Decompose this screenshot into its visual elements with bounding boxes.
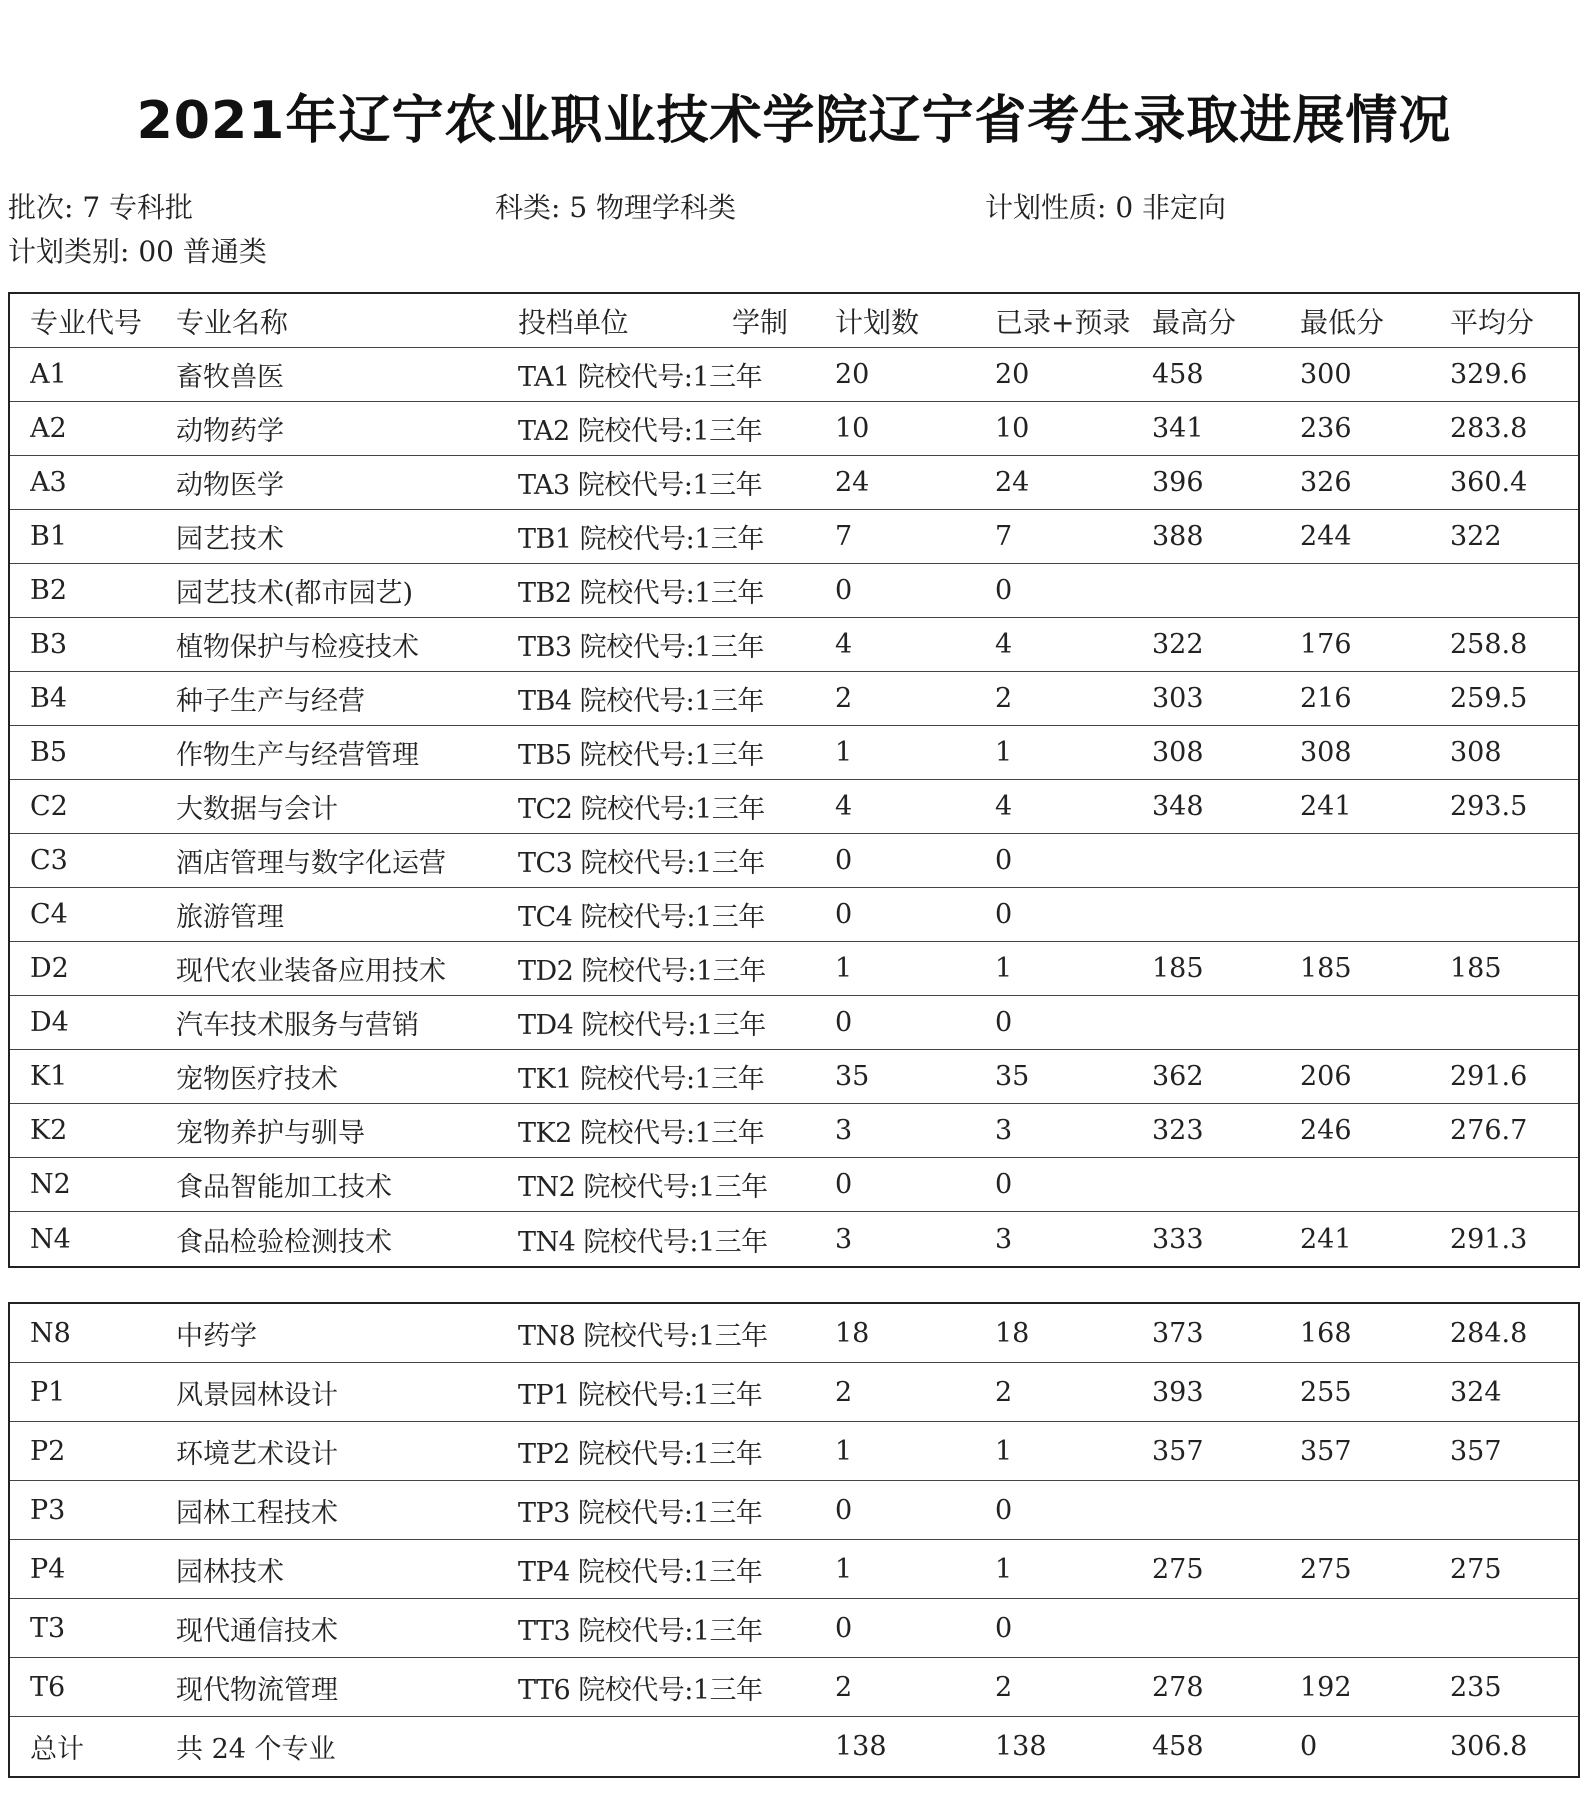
cell-avg: 276.7 <box>1450 1115 1528 1146</box>
cell-admitted: 2 <box>995 683 1013 714</box>
table-row <box>10 942 1578 996</box>
cell-unit: TK1 院校代号:1三年 <box>518 1064 765 1095</box>
plan-type-info: 计划类别: 00 普通类 <box>8 235 267 268</box>
table-row <box>10 726 1578 780</box>
cell-plan: 1 <box>835 737 853 768</box>
cell-admitted: 7 <box>995 521 1013 552</box>
header-min: 最低分 <box>1300 305 1385 339</box>
table-row <box>10 564 1578 618</box>
cell-avg: 322 <box>1450 521 1502 552</box>
cell-plan: 7 <box>835 521 853 552</box>
cell-admitted: 3 <box>995 1223 1013 1255</box>
cell-name: 园艺技术 <box>176 524 284 555</box>
cell-max <box>1152 888 1292 941</box>
cell-plan: 1 <box>835 1553 853 1585</box>
cell-min: 246 <box>1300 1115 1352 1146</box>
cell-code: A2 <box>30 413 67 444</box>
cell-unit: TC3 院校代号:1三年 <box>518 848 765 879</box>
cell-code: P2 <box>30 1435 66 1467</box>
cell-admitted: 0 <box>995 575 1013 606</box>
cell-name: 动物医学 <box>176 470 284 501</box>
cell-code: K2 <box>30 1115 68 1146</box>
cell-plan: 1 <box>835 1435 853 1467</box>
cell-min <box>1300 1481 1440 1539</box>
table-row <box>10 1599 1578 1658</box>
table-total-row <box>10 1717 1578 1776</box>
cell-min: 275 <box>1300 1553 1352 1585</box>
cell-admitted: 1 <box>995 1435 1013 1467</box>
cell-min: 0 <box>1300 1731 1318 1762</box>
cell-name: 作物生产与经营管理 <box>176 740 419 771</box>
cell-avg: 259.5 <box>1450 683 1528 714</box>
cell-name: 动物药学 <box>176 416 284 447</box>
cell-unit: TN2 院校代号:1三年 <box>518 1172 768 1203</box>
header-unit: 投档单位 <box>518 305 629 339</box>
cell-admitted: 1 <box>995 1553 1013 1585</box>
cell-min <box>1300 564 1440 617</box>
cell-min: 168 <box>1300 1317 1352 1349</box>
cell-plan: 10 <box>835 413 870 444</box>
cell-min: 326 <box>1300 467 1352 498</box>
cell-name: 园艺技术(都市园艺) <box>176 578 414 609</box>
cell-max: 275 <box>1152 1553 1204 1585</box>
table-row <box>10 510 1578 564</box>
cell-code: B4 <box>30 683 68 714</box>
cell-max: 458 <box>1152 1731 1204 1762</box>
cell-code: B3 <box>30 629 68 660</box>
cell-plan: 0 <box>835 845 853 876</box>
table-row <box>10 1304 1578 1363</box>
cell-name: 现代通信技术 <box>176 1615 338 1647</box>
cell-name: 宠物医疗技术 <box>176 1064 338 1095</box>
header-avg: 平均分 <box>1450 305 1535 339</box>
cell-avg: 324 <box>1450 1376 1502 1408</box>
cell-name: 园林技术 <box>176 1556 284 1588</box>
cell-min <box>1300 996 1440 1049</box>
cell-min <box>1300 888 1440 941</box>
cell-unit: TP3 院校代号:1三年 <box>518 1497 763 1529</box>
cell-code: N4 <box>30 1223 71 1255</box>
cell-unit: TN8 院校代号:1三年 <box>518 1320 768 1352</box>
cell-max: 303 <box>1152 683 1204 714</box>
cell-unit: TT6 院校代号:1三年 <box>518 1674 763 1706</box>
cell-name: 植物保护与检疫技术 <box>176 632 419 663</box>
cell-avg <box>1450 1599 1580 1657</box>
cell-avg: 185 <box>1450 953 1502 984</box>
cell-name: 风景园林设计 <box>176 1379 338 1411</box>
admission-table-part-1 <box>8 292 1580 1268</box>
cell-unit: TP1 院校代号:1三年 <box>518 1379 763 1411</box>
cell-avg <box>1450 834 1580 887</box>
header-name: 专业名称 <box>176 305 289 339</box>
cell-name: 汽车技术服务与营销 <box>176 1010 419 1041</box>
cell-unit: TN4 院校代号:1三年 <box>518 1226 768 1258</box>
cell-unit: TB5 院校代号:1三年 <box>518 740 764 771</box>
cell-max: 357 <box>1152 1435 1204 1467</box>
cell-name: 畜牧兽医 <box>176 362 284 393</box>
cell-plan: 0 <box>835 1169 853 1200</box>
cell-code: N2 <box>30 1169 71 1200</box>
header-max: 最高分 <box>1152 305 1237 339</box>
cell-min <box>1300 834 1440 887</box>
cell-avg <box>1450 1481 1580 1539</box>
cell-name: 现代物流管理 <box>176 1674 338 1706</box>
header-plan: 计划数 <box>835 305 920 339</box>
cell-avg: 284.8 <box>1450 1317 1528 1349</box>
cell-max: 308 <box>1152 737 1204 768</box>
cell-admitted: 3 <box>995 1115 1013 1146</box>
table-row <box>10 1481 1578 1540</box>
cell-max <box>1152 1599 1292 1657</box>
cell-avg: 357 <box>1450 1435 1502 1467</box>
cell-code: A1 <box>30 359 67 390</box>
cell-max: 362 <box>1152 1061 1204 1092</box>
cell-max: 323 <box>1152 1115 1204 1146</box>
cell-admitted: 24 <box>995 467 1030 498</box>
cell-max: 333 <box>1152 1223 1204 1255</box>
cell-name: 中药学 <box>176 1320 257 1352</box>
cell-max <box>1152 1158 1292 1211</box>
cell-avg <box>1450 1158 1580 1211</box>
cell-unit: TK2 院校代号:1三年 <box>518 1118 765 1149</box>
cell-avg: 275 <box>1450 1553 1502 1585</box>
table-row <box>10 888 1578 942</box>
batch-info: 批次: 7 专科批 <box>8 191 194 224</box>
cell-avg <box>1450 564 1580 617</box>
cell-avg: 360.4 <box>1450 467 1528 498</box>
table-row <box>10 1104 1578 1158</box>
cell-max: 396 <box>1152 467 1204 498</box>
cell-unit: TB3 院校代号:1三年 <box>518 632 764 663</box>
cell-name: 大数据与会计 <box>176 794 338 825</box>
cell-min: 308 <box>1300 737 1352 768</box>
cell-code: P3 <box>30 1494 66 1526</box>
page-title: 2021年辽宁农业职业技术学院辽宁省考生录取进展情况 <box>136 91 1452 151</box>
cell-avg: 291.3 <box>1450 1223 1528 1255</box>
cell-admitted: 35 <box>995 1061 1030 1092</box>
cell-unit: TP4 院校代号:1三年 <box>518 1556 763 1588</box>
cell-avg: 291.6 <box>1450 1061 1528 1092</box>
cell-max: 373 <box>1152 1317 1204 1349</box>
cell-code: T6 <box>30 1671 66 1703</box>
cell-max: 341 <box>1152 413 1204 444</box>
cell-plan: 4 <box>835 629 853 660</box>
cell-max: 278 <box>1152 1671 1204 1703</box>
cell-min: 216 <box>1300 683 1352 714</box>
cell-admitted: 1 <box>995 737 1013 768</box>
cell-avg: 258.8 <box>1450 629 1528 660</box>
table-row <box>10 618 1578 672</box>
table-row <box>10 1158 1578 1212</box>
cell-plan: 18 <box>835 1317 870 1349</box>
cell-admitted: 0 <box>995 845 1013 876</box>
cell-avg <box>1450 888 1580 941</box>
cell-name: 共 24 个专业 <box>176 1734 336 1765</box>
cell-min: 300 <box>1300 359 1352 390</box>
cell-plan: 0 <box>835 1494 853 1526</box>
cell-admitted: 4 <box>995 629 1013 660</box>
cell-code: C2 <box>30 791 68 822</box>
cell-max <box>1152 564 1292 617</box>
cell-code: P4 <box>30 1553 66 1585</box>
cell-unit: TT3 院校代号:1三年 <box>518 1615 763 1647</box>
cell-admitted: 10 <box>995 413 1030 444</box>
cell-max <box>1152 1481 1292 1539</box>
cell-avg: 235 <box>1450 1671 1502 1703</box>
table-row <box>10 1363 1578 1422</box>
cell-code: C4 <box>30 899 68 930</box>
table-row <box>10 402 1578 456</box>
cell-admitted: 0 <box>995 1494 1013 1526</box>
cell-max <box>1152 834 1292 887</box>
cell-name: 食品智能加工技术 <box>176 1172 392 1203</box>
cell-code: B5 <box>30 737 68 768</box>
plan-nature-info: 计划性质: 0 非定向 <box>985 191 1227 224</box>
header-study: 学制 <box>732 305 789 339</box>
header-admitted: 已录+预录 <box>995 305 1131 339</box>
cell-min: 244 <box>1300 521 1352 552</box>
cell-unit: TC4 院校代号:1三年 <box>518 902 765 933</box>
cell-code: D4 <box>30 1007 69 1038</box>
table-row <box>10 834 1578 888</box>
table-row <box>10 1212 1578 1266</box>
cell-admitted: 2 <box>995 1671 1013 1703</box>
cell-plan: 2 <box>835 1671 853 1703</box>
cell-plan: 0 <box>835 575 853 606</box>
cell-unit: TC2 院校代号:1三年 <box>518 794 765 825</box>
cell-plan: 0 <box>835 899 853 930</box>
cell-plan: 2 <box>835 683 853 714</box>
cell-min: 241 <box>1300 1223 1352 1255</box>
cell-plan: 2 <box>835 1376 853 1408</box>
cell-max: 185 <box>1152 953 1204 984</box>
cell-plan: 1 <box>835 953 853 984</box>
cell-plan: 24 <box>835 467 870 498</box>
cell-admitted: 0 <box>995 899 1013 930</box>
cell-unit: TD4 院校代号:1三年 <box>518 1010 766 1041</box>
cell-avg: 293.5 <box>1450 791 1528 822</box>
cell-code: P1 <box>30 1376 66 1408</box>
cell-admitted: 18 <box>995 1317 1030 1349</box>
cell-name: 旅游管理 <box>176 902 284 933</box>
cell-max: 388 <box>1152 521 1204 552</box>
cell-min: 206 <box>1300 1061 1352 1092</box>
cell-avg: 308 <box>1450 737 1502 768</box>
table-row <box>10 1422 1578 1481</box>
cell-code: B1 <box>30 521 68 552</box>
cell-name: 种子生产与经营 <box>176 686 365 717</box>
cell-code: N8 <box>30 1317 71 1349</box>
cell-unit: TP2 院校代号:1三年 <box>518 1438 763 1470</box>
cell-code: C3 <box>30 845 68 876</box>
cell-code: K1 <box>30 1061 68 1092</box>
header-code: 专业代号 <box>30 305 143 339</box>
cell-avg <box>1450 996 1580 1049</box>
cell-plan: 35 <box>835 1061 870 1092</box>
cell-unit: TD2 院校代号:1三年 <box>518 956 766 987</box>
cell-name: 现代农业装备应用技术 <box>176 956 446 987</box>
cell-max <box>1152 996 1292 1049</box>
table-row <box>10 348 1578 402</box>
table-header-row <box>10 294 1578 348</box>
cell-unit: TA3 院校代号:1三年 <box>518 470 763 501</box>
cell-min: 185 <box>1300 953 1352 984</box>
cell-min: 357 <box>1300 1435 1352 1467</box>
cell-unit: TA1 院校代号:1三年 <box>518 362 763 393</box>
table-row <box>10 1050 1578 1104</box>
table-row <box>10 1658 1578 1717</box>
cell-avg: 329.6 <box>1450 359 1528 390</box>
cell-admitted: 20 <box>995 359 1030 390</box>
cell-max: 393 <box>1152 1376 1204 1408</box>
cell-min: 192 <box>1300 1671 1352 1703</box>
cell-admitted: 138 <box>995 1731 1047 1762</box>
cell-min <box>1300 1158 1440 1211</box>
cell-name: 园林工程技术 <box>176 1497 338 1529</box>
cell-min <box>1300 1599 1440 1657</box>
cell-code: B2 <box>30 575 68 606</box>
cell-min: 236 <box>1300 413 1352 444</box>
table-row <box>10 456 1578 510</box>
cell-name: 环境艺术设计 <box>176 1438 338 1470</box>
cell-max: 458 <box>1152 359 1204 390</box>
table-row <box>10 672 1578 726</box>
cell-admitted: 0 <box>995 1007 1013 1038</box>
cell-plan: 0 <box>835 1612 853 1644</box>
cell-avg: 283.8 <box>1450 413 1528 444</box>
cell-plan: 20 <box>835 359 870 390</box>
cell-unit: TB2 院校代号:1三年 <box>518 578 764 609</box>
cell-unit: TA2 院校代号:1三年 <box>518 416 763 447</box>
category-info: 科类: 5 物理学科类 <box>495 191 737 224</box>
cell-name: 酒店管理与数字化运营 <box>176 848 446 879</box>
cell-code: 总计 <box>30 1734 84 1765</box>
cell-admitted: 2 <box>995 1376 1013 1408</box>
table-row <box>10 780 1578 834</box>
cell-plan: 3 <box>835 1115 853 1146</box>
cell-plan: 0 <box>835 1007 853 1038</box>
cell-code: T3 <box>30 1612 66 1644</box>
cell-max: 348 <box>1152 791 1204 822</box>
cell-plan: 3 <box>835 1223 853 1255</box>
cell-plan: 4 <box>835 791 853 822</box>
cell-plan: 138 <box>835 1731 887 1762</box>
cell-code: A3 <box>30 467 67 498</box>
table-row <box>10 1540 1578 1599</box>
cell-avg: 306.8 <box>1450 1731 1528 1762</box>
cell-admitted: 0 <box>995 1612 1013 1644</box>
cell-code: D2 <box>30 953 69 984</box>
cell-admitted: 4 <box>995 791 1013 822</box>
cell-max: 322 <box>1152 629 1204 660</box>
cell-name: 宠物养护与驯导 <box>176 1118 365 1149</box>
cell-name: 食品检验检测技术 <box>176 1226 392 1258</box>
cell-admitted: 0 <box>995 1169 1013 1200</box>
cell-unit: TB1 院校代号:1三年 <box>518 524 764 555</box>
cell-min: 255 <box>1300 1376 1352 1408</box>
table-row <box>10 996 1578 1050</box>
cell-admitted: 1 <box>995 953 1013 984</box>
cell-unit: TB4 院校代号:1三年 <box>518 686 764 717</box>
admission-table-part-2 <box>8 1302 1580 1778</box>
cell-min: 176 <box>1300 629 1352 660</box>
cell-min: 241 <box>1300 791 1352 822</box>
